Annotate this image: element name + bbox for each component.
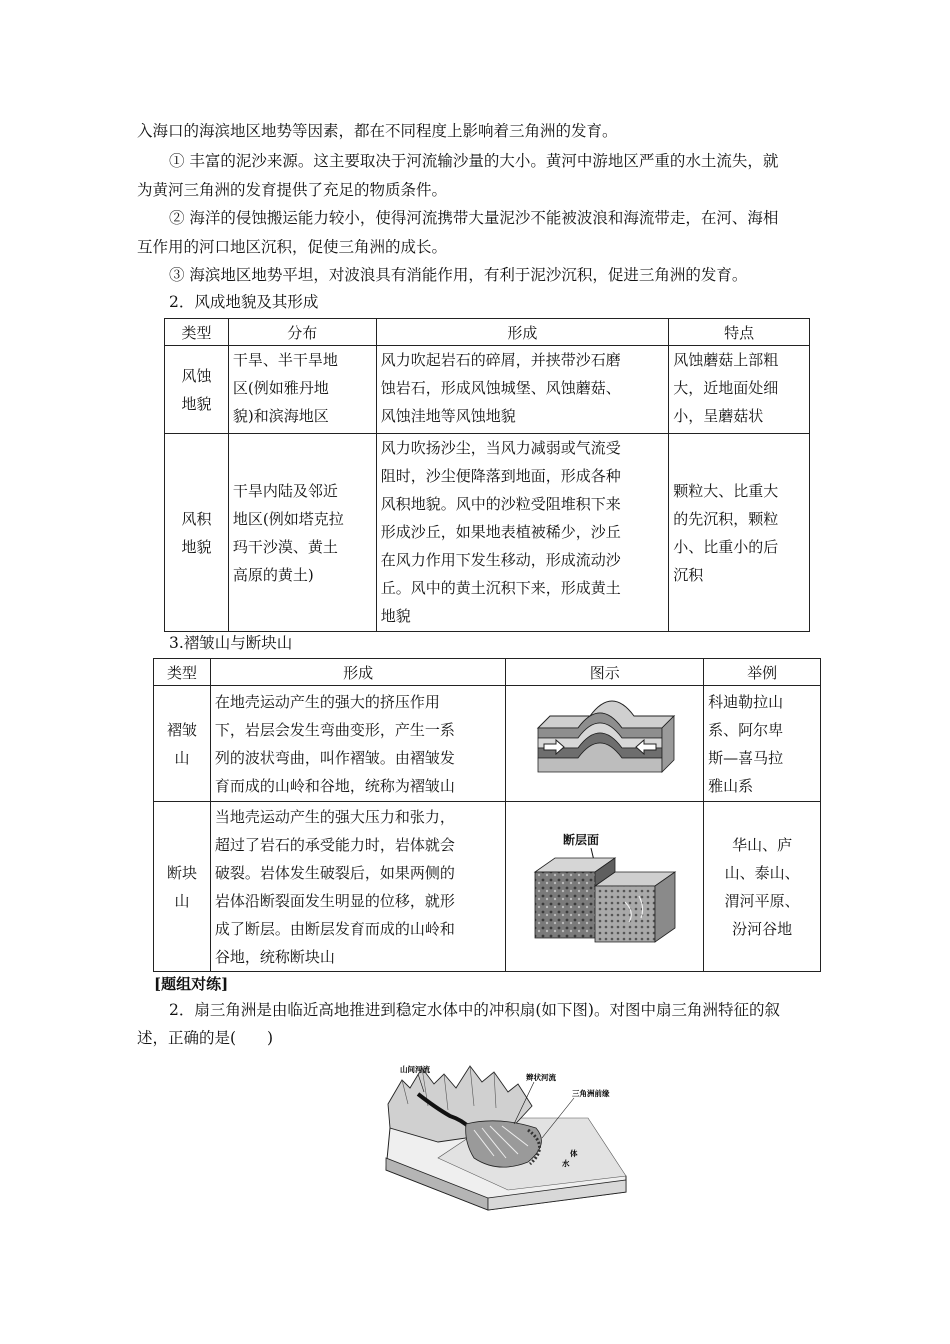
paragraph-point1-line2: 为黄河三角洲的发育提供了充足的物质条件。	[137, 181, 448, 199]
paragraph-point2-line1: ② 海洋的侵蚀搬运能力较小，使得河流携带大量泥沙不能被波浪和海流带走，在河、海相	[169, 209, 779, 227]
table-row-fold-mountain	[154, 686, 821, 802]
type-cell: 褶皱 山	[154, 686, 211, 802]
paragraph-intro: 入海口的海滨地区地势等因素，都在不同程度上影响着三角洲的发育。	[137, 122, 618, 140]
type-cell	[165, 346, 229, 434]
table-header-row	[154, 659, 821, 686]
features-cell: 风蚀蘑菇上部粗 大，近地面处细 小，呈蘑菇状	[669, 346, 810, 434]
header-features: 特点	[669, 319, 810, 346]
fold-diagram-cell	[506, 686, 704, 802]
wind-landform-table	[164, 318, 810, 632]
table-row-block-mountain	[154, 802, 821, 972]
header-examples: 举例	[704, 659, 821, 686]
paragraph-point1-line1: ① 丰富的泥沙来源。这主要取决于河流输沙量的大小。黄河中游地区严重的水土流失，就	[169, 152, 779, 170]
practice-section-label: [题组对练]	[154, 975, 229, 993]
header-distribution: 分布	[228, 319, 376, 346]
section-2-title: 2．风成地貌及其形成	[169, 293, 319, 311]
fault-plane-label: 断层面	[562, 832, 599, 847]
paragraph-point2-line2: 互作用的河口地区沉积，促使三角洲的成长。	[137, 238, 448, 256]
header-formation: 形成	[376, 319, 669, 346]
formation-cell: 风力吹起岩石的碎屑，并挟带沙石磨 蚀岩石，形成风蚀城堡、风蚀蘑菇、 风蚀洼地等风蚀地貌	[376, 346, 669, 434]
features-cell: 颗粒大、比重大 的先沉积，颗粒 小、比重小的后 沉积	[669, 434, 810, 632]
mountain-type-table	[153, 658, 821, 972]
table-header-row	[165, 319, 810, 346]
fan-delta-diagram	[378, 1058, 634, 1214]
fold-diagram	[530, 700, 680, 784]
question-2-line1: 2．扇三角洲是由临近高地推进到稳定水体中的冲积扇(如下图)。对图中扇三角洲特征的叙	[169, 1001, 780, 1019]
header-type: 类型	[154, 659, 211, 686]
header-diagram: 图示	[506, 659, 704, 686]
fault-diagram	[525, 822, 685, 948]
label-mountain-river: 山间河流	[400, 1065, 430, 1074]
header-formation: 形成	[210, 659, 505, 686]
distribution-cell: 干旱、半干旱地 区(例如雅丹地 貌)和滨海地区	[228, 346, 376, 434]
type-cell	[165, 434, 229, 632]
table-row-wind-erosion	[165, 346, 810, 434]
label-water-body-bottom: 水	[562, 1159, 570, 1168]
question-2-line2: 述，正确的是( )	[137, 1029, 274, 1047]
type-cell: 断块 山	[154, 802, 211, 972]
formation-cell: 风力吹扬沙尘，当风力减弱或气流受 阻时，沙尘便降落到地面，形成各种 风积地貌。风中的沙粒受阻堆积下来 形成沙丘，如果地表植被稀少，沙丘 在风力作用下发生移动，形成流动沙 丘。风中的黄土沉积下来，形成黄土 地貌	[376, 434, 669, 632]
formation-cell: 当地壳运动产生的强大压力和张力， 超过了岩石的承受能力时，岩体就会 破裂。岩体发生破裂后，如果两侧的 岩体沿断裂面发生明显的位移，就形 成了断层。由断层发育而成的山岭和 谷地，统称断块山	[210, 802, 505, 972]
paragraph-point3: ③ 海滨地区地势平坦，对波浪具有消能作用，有利于泥沙沉积，促进三角洲的发育。	[169, 266, 748, 284]
header-type: 类型	[165, 319, 229, 346]
examples-cell: 科迪勒拉山 系、阿尔卑 斯—喜马拉 雅山系	[704, 686, 821, 802]
distribution-cell: 干旱内陆及邻近 地区(例如塔克拉 玛干沙漠、黄土 高原的黄土)	[228, 434, 376, 632]
label-braided-river: 辫状河流	[526, 1073, 556, 1082]
label-water-body-top: 体	[570, 1149, 578, 1158]
section-3-title: 3.褶皱山与断块山	[169, 634, 293, 652]
label-delta-front: 三角洲前缘	[572, 1089, 610, 1098]
type-label: 风积 地貌	[181, 509, 212, 556]
formation-cell: 在地壳运动产生的强大的挤压作用 下，岩层会发生弯曲变形，产生一系 列的波状弯曲，叫作褶皱。由褶皱发 育而成的山岭和谷地，统称为褶皱山	[210, 686, 505, 802]
table-row-wind-deposition	[165, 434, 810, 632]
type-label: 风蚀 地貌	[181, 366, 212, 413]
fault-diagram-cell	[506, 802, 704, 972]
examples-cell: 华山、庐 山、泰山、 渭河平原、 汾河谷地	[704, 802, 821, 972]
